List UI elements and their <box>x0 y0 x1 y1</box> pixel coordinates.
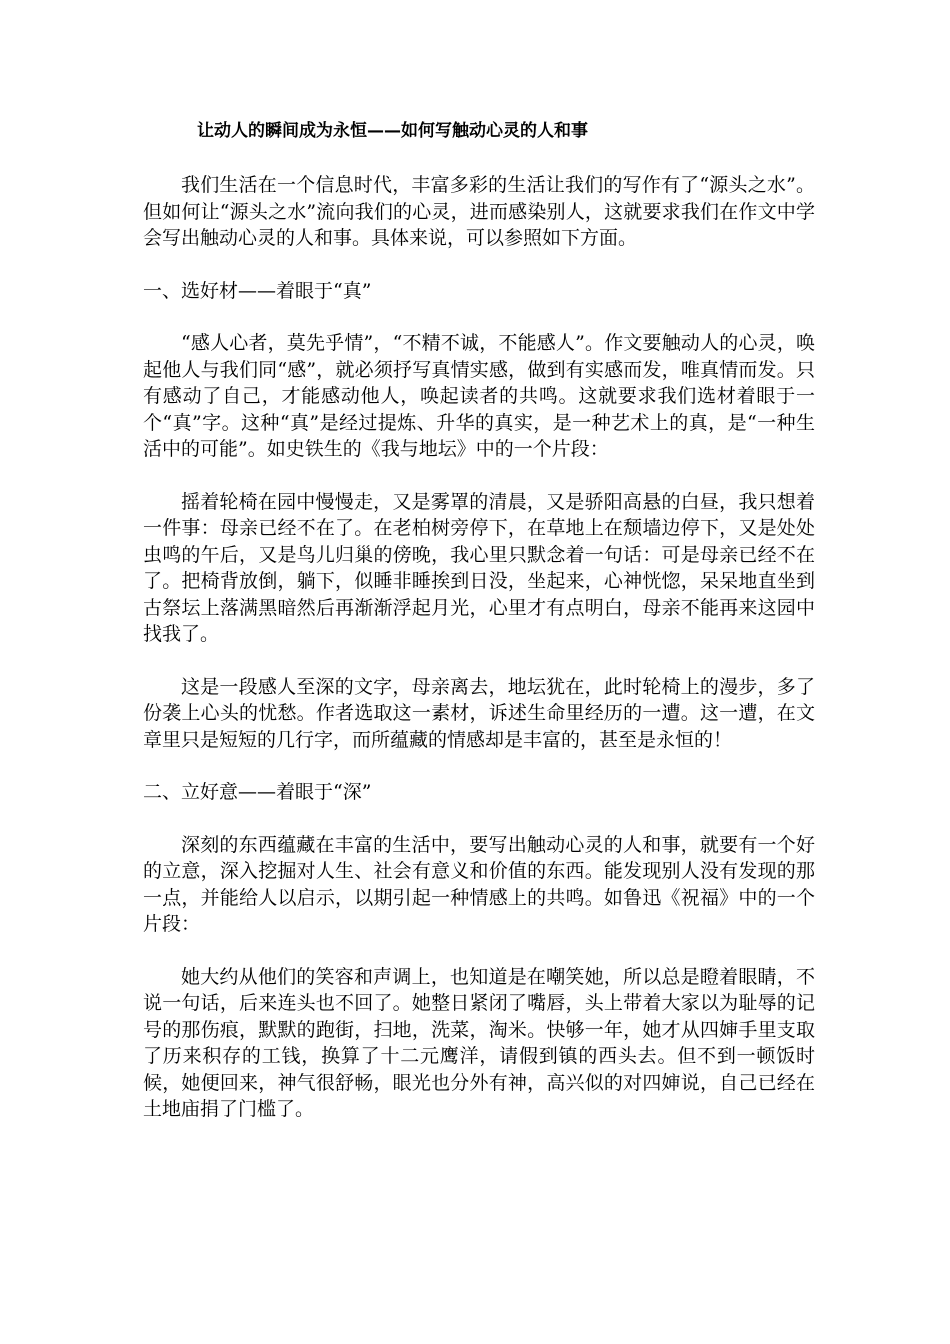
section-heading-2: 二、立好意——着眼于“深” <box>143 781 372 803</box>
quote-excerpt-1: 摇着轮椅在园中慢慢走，又是雾罩的清晨，又是骄阳高悬的白昼，我只想着一件事：母亲已经不在了。在老柏树旁停下，在草地上在颓墙边停下，又是处处虫鸣的午后，又是鸟儿归巢的傍晚，我心里只默念着一句话：可是母亲已经不在了。把椅背放倒，躺下，似睡非睡挨到日没，坐起来，心神恍惚，呆呆地直坐到古祭坛上落满黑暗然后再渐渐浮起月光，心里才有点明白，母亲不能再来这园中找我了。 <box>143 490 815 645</box>
quote-excerpt-2: 她大约从他们的笑容和声调上，也知道是在嘲笑她，所以总是瞪着眼睛，不说一句话，后来连头也不回了。她整日紧闭了嘴唇，头上带着大家以为耻辱的记号的那伤痕，默默的跑街，扫地，洗菜，淘米。快够一年，她才从四婶手里支取了历来积存的工钱，换算了十二元鹰洋，请假到镇的西头去。但不到一顿饭时候，她便回来，神气很舒畅，眼光也分外有神，高兴似的对四婶说，自己已经在土地庙捐了门槛了。 <box>143 965 815 1120</box>
paragraph-intro: 我们生活在一个信息时代，丰富多彩的生活让我们的写作有了“源头之水”。但如何让“源头之水”流向我们的心灵，进而感染别人，这就要求我们在作文中学会写出触动心灵的人和事。具体来说，可以参照如下方面。 <box>143 174 815 249</box>
document-title: 让动人的瞬间成为永恒——如何写触动心灵的人和事 <box>197 121 588 141</box>
paragraph-analysis-1: 这是一段感人至深的文字，母亲离去，地坛犹在，此时轮椅上的漫步，多了份袭上心头的忧愁。作者选取这一素材，诉述生命里经历的一遭。这一遭，在文章里只是短短的几行字，而所蕴藏的情感却是丰富的，甚至是永恒的！ <box>143 675 815 751</box>
paragraph-section-1: “感人心者，莫先乎情”，“不精不诚，不能感人”。作文要触动人的心灵，唤起他人与我们同“感”，就必须抒写真情实感，做到有实感而发，唯真情而发。只有感动了自己，才能感动他人，唤起读者的共鸣。这就要求我们选材着眼于一个“真”字。这种“真”是经过提炼、升华的真实，是一种艺术上的真，是“一种生活中的可能”。如史铁生的《我与地坛》中的一个片段： <box>143 332 815 460</box>
section-heading-1: 一、选好材——着眼于“真” <box>143 279 372 302</box>
document-body <box>143 118 815 1149</box>
paragraph-section-2: 深刻的东西蕴藏在丰富的生活中，要写出触动心灵的人和事，就要有一个好的立意，深入挖掘对人生、社会有意义和价值的东西。能发现别人没有发现的那一点，并能给人以启示，以期引起一种情感上的共鸣。如鲁迅《祝福》中的一个片段： <box>143 833 815 935</box>
